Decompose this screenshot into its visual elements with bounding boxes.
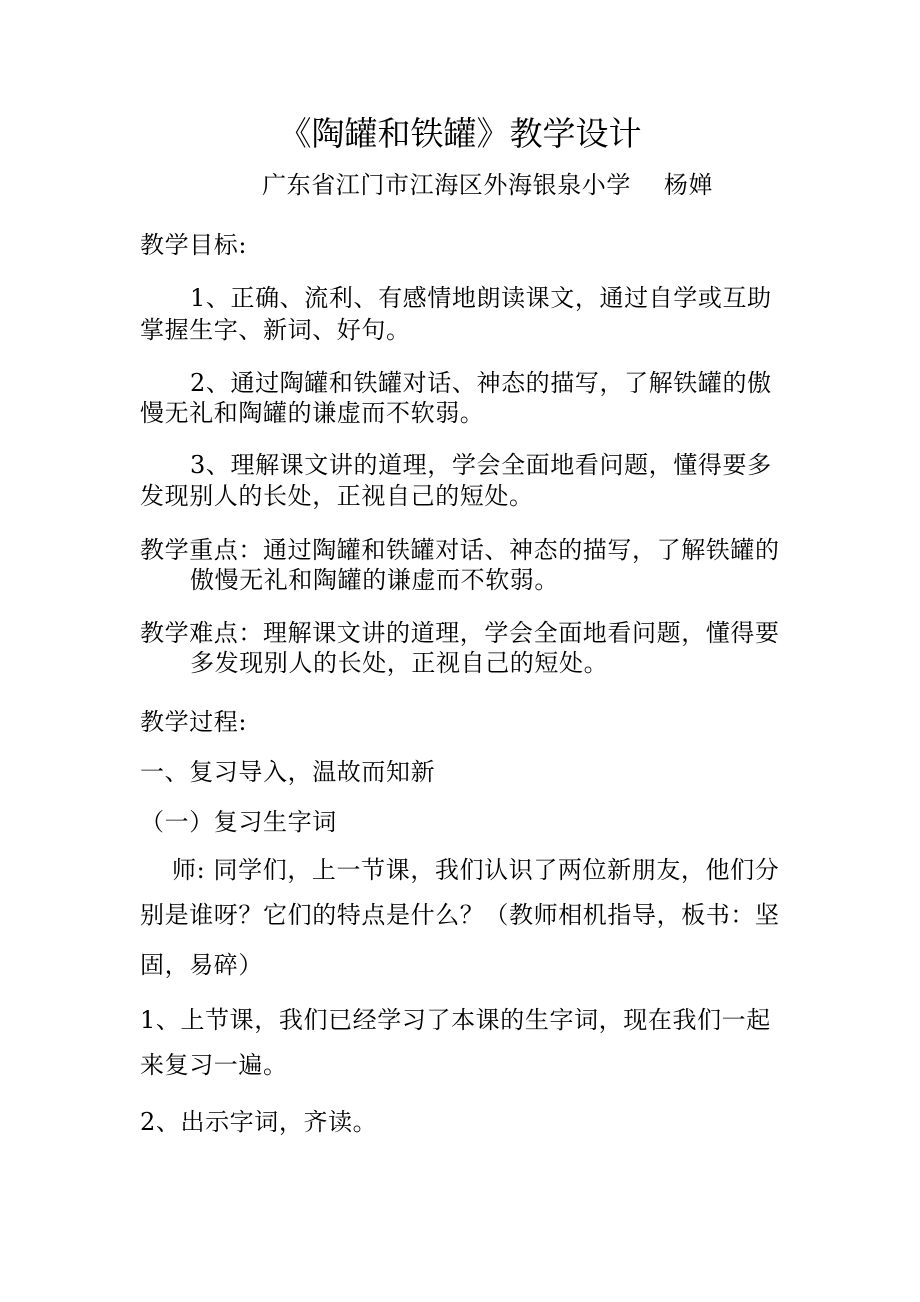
step-1-line-2: 来复习一遍。 [140, 1051, 288, 1079]
objective-3-line-1: 3、理解课文讲的道理，学会全面地看问题，懂得要多 [190, 451, 772, 479]
teacher-line-2: 别是谁呀？它们的特点是什么？（教师相机指导，板书：坚 [140, 901, 780, 929]
difficulty-line-1: 教学难点：理解课文讲的道理，学会全面地看问题，懂得要 [140, 619, 780, 647]
teacher-line-3: 固，易碎） [140, 951, 263, 979]
objectives-heading: 教学目标: [140, 231, 248, 259]
key-point-line-2: 傲慢无礼和陶罐的谦虚而不软弱。 [190, 566, 559, 594]
document-title: 《陶罐和铁罐》教学设计 [278, 114, 642, 153]
objective-2-line-1: 2、通过陶罐和铁罐对话、神态的描写，了解铁罐的傲 [190, 369, 772, 397]
objective-2-line-2: 慢无礼和陶罐的谦虚而不软弱。 [140, 399, 485, 427]
subsection-1-heading: （一）复习生字词 [140, 808, 337, 836]
objective-1-line-2: 掌握生字、新词、好句。 [140, 316, 411, 344]
objective-1-line-1: 1、正确、流利、有感情地朗读课文，通过自学或互助 [190, 284, 772, 312]
step-2: 2、出示字词，齐读。 [140, 1108, 378, 1136]
process-heading: 教学过程: [140, 708, 248, 736]
teacher-line-1: 师: 同学们，上一节课，我们认识了两位新朋友，他们分 [172, 856, 780, 884]
section-1-heading: 一、复习导入，温故而知新 [140, 758, 436, 786]
author-line: 广东省江门市江海区外海银泉小学 杨婵 [262, 171, 714, 199]
difficulty-line-2: 多发现别人的长处，正视自己的短处。 [190, 649, 609, 677]
objective-3-line-2: 发现别人的长处，正视自己的短处。 [140, 482, 534, 510]
step-1-line-1: 1、上节课，我们已经学习了本课的生字词，现在我们一起 [140, 1006, 771, 1034]
key-point-line-1: 教学重点：通过陶罐和铁罐对话、神态的描写，了解铁罐的 [140, 536, 780, 564]
